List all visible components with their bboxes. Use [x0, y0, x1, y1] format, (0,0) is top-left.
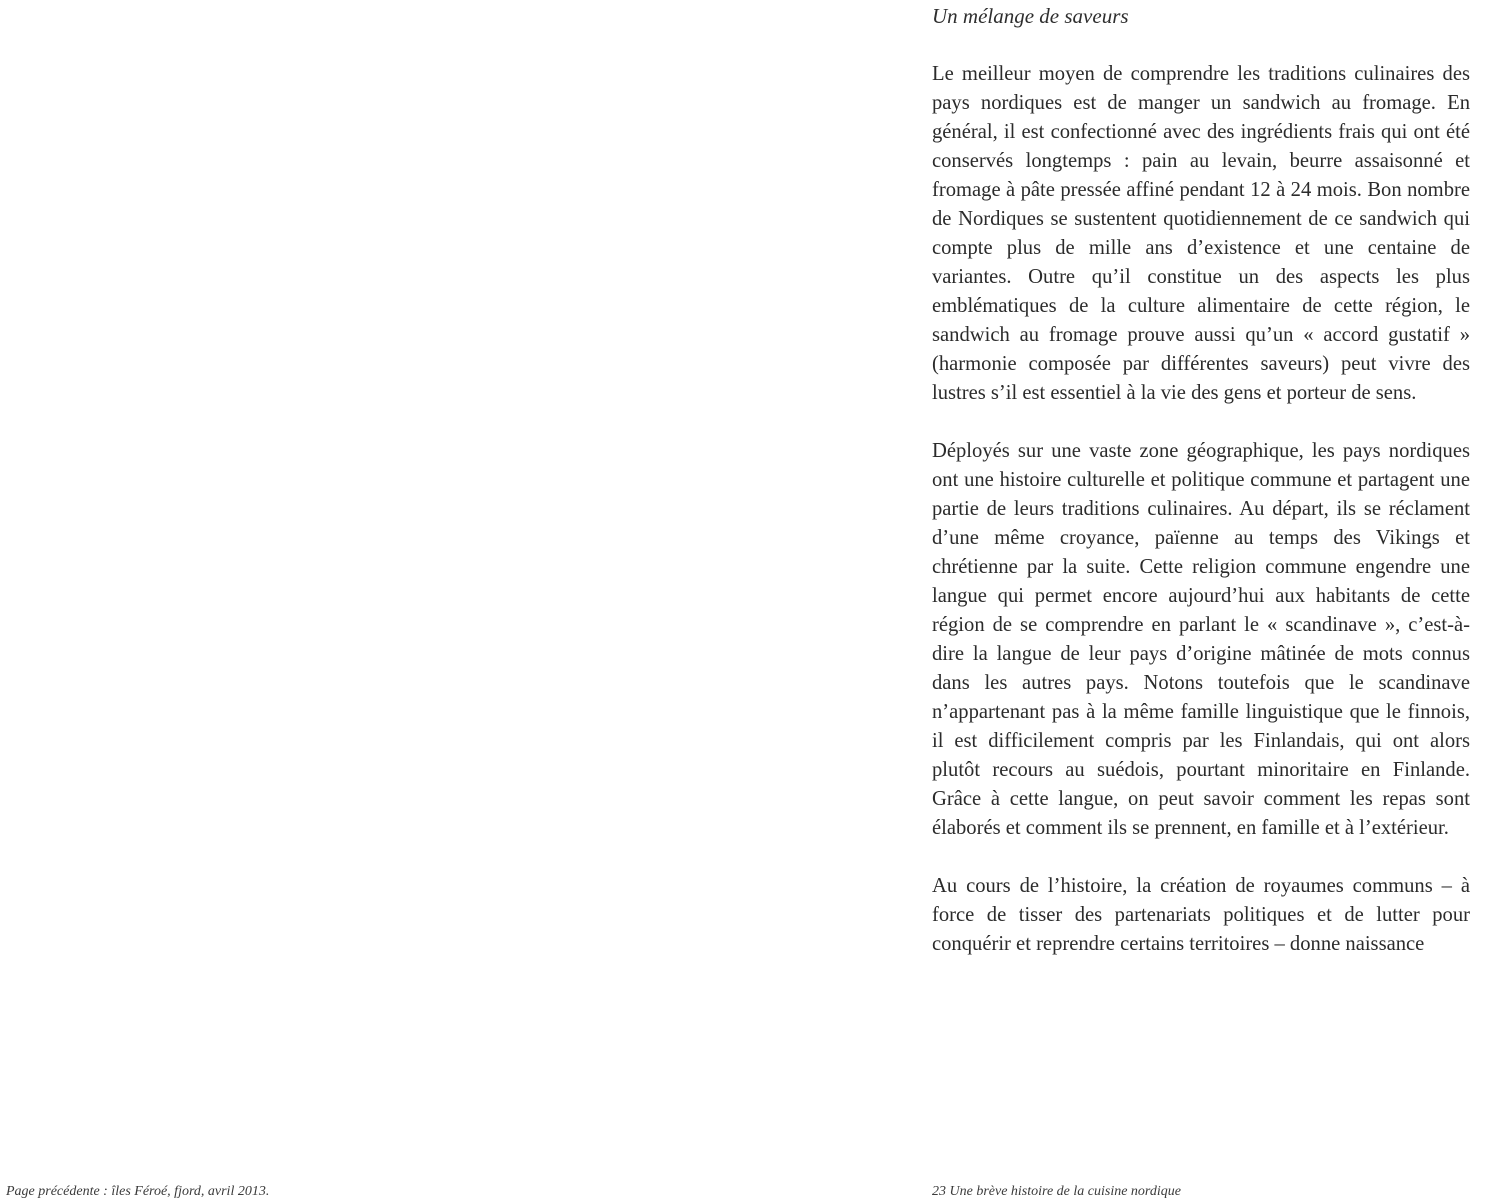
running-footer: 23 Une brève histoire de la cuisine nordique	[932, 1184, 1181, 1199]
section-title: Un mélange de saveurs	[932, 4, 1129, 28]
paragraph-3: Au cours de l’histoire, la création de royaumes communs – à force de tisser des partenariats politiques et de lutter pour conquérir et reprendre certains territoires – donne naissance	[932, 875, 1470, 955]
paragraph-1: Le meilleur moyen de comprendre les traditions culinaires des pays nordiques est de manger un sandwich au fromage. En général, il est confectionné avec des ingrédients frais qui ont été conservés longtemps : pain au levain, beurre assaisonné et fromage à pâte pressée affiné pendant 12 à 24 mois. Bon nombre de Nordiques se sustentent quotidiennement de ce sandwich qui compte plus de mille ans d’existence et une centaine de variantes. Outre qu’il constitue un des aspects les plus emblématiques de la culture alimentaire de cette région, le sandwich au fromage prouve aussi qu’un « accord gustatif » (harmonie composée par différentes saveurs) peut vivre des lustres s’il est essentiel à la vie des gens et porteur de sens.	[932, 63, 1470, 404]
photo-caption: Page précédente : îles Féroé, fjord, avril 2013.	[6, 1184, 270, 1199]
paragraph-2: Déployés sur une vaste zone géographique, les pays nordiques ont une histoire culturelle et politique commune et partagent une partie de leurs traditions culinaires. Au départ, ils se réclament d’une même croyance, païenne au temps des Vikings et chrétienne par la suite. Cette religion commune engendre une langue qui permet encore aujourd’hui aux habitants de cette région de se comprendre en parlant le « scandinave », c’est-à-dire la langue de leur pays d’origine mâtinée de mots connus dans les autres pays. Notons toutefois que le scandinave n’appartenant pas à la même famille linguistique que le finnois, il est difficilement compris par les Finlandais, qui ont alors plutôt recours au suédois, pourtant minoritaire en Finlande. Grâce à cette langue, on peut savoir comment les repas sont élaborés et comment ils se prennent, en famille et à l’extérieur.	[932, 440, 1470, 839]
right-page	[750, 0, 1500, 1204]
body-text	[932, 60, 1470, 988]
